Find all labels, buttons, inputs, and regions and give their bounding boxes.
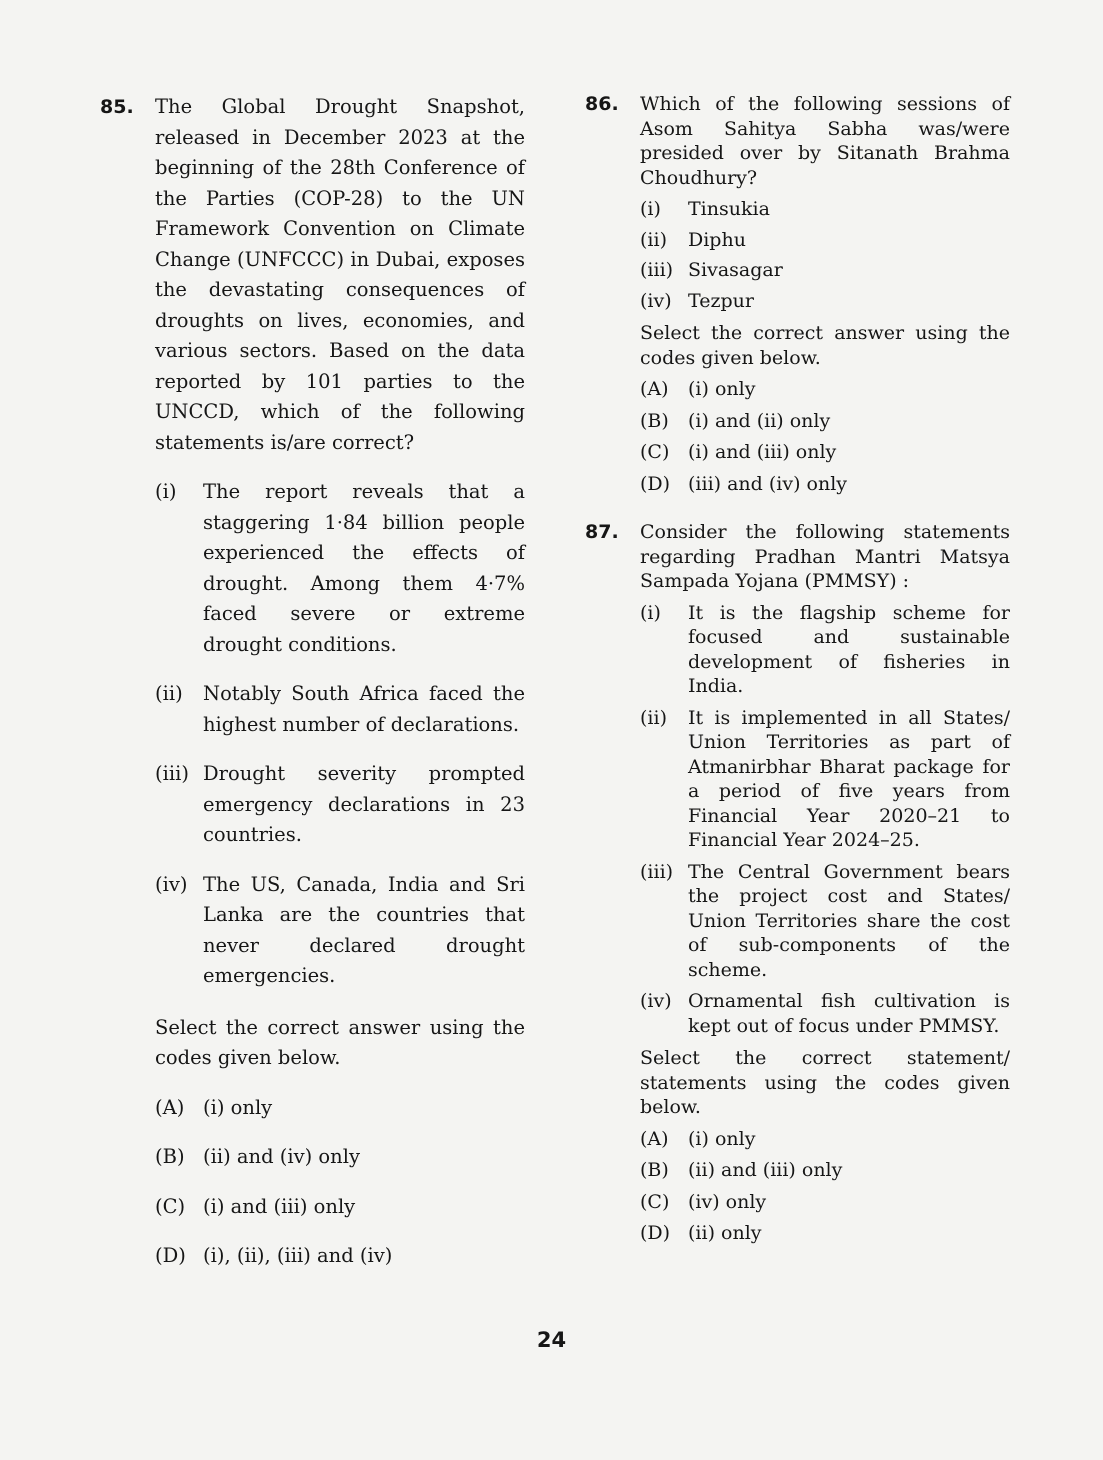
statement-iv [640, 289, 1010, 314]
option-text: (i) and (iii) only [203, 1194, 356, 1218]
option-b[interactable] [155, 1142, 525, 1173]
option-marker: (C) [155, 1194, 186, 1218]
answer-instruction: Select the correct answer using the codes given below. [155, 1015, 525, 1069]
option-a[interactable] [640, 377, 1010, 402]
right-column [585, 92, 1010, 1246]
option-marker: (B) [155, 1145, 185, 1168]
option-a[interactable] [155, 1093, 525, 1124]
statement-i [155, 477, 525, 660]
option-marker: (D) [640, 1222, 671, 1244]
question-stem: The Global Drought Snapshot, released in December 2023 at the beginning of the 28th Conference of the Parties (COP-28) to the UN Framework Convention on Climate Change (UNFCCC) in Dubai, exposes the devastating consequences of droughts on lives, economies, and various sectors. Based on the data reported by 101 parties to the UNCCD, which of the following statements is/are correct? [155, 95, 525, 454]
statement-text: The Central Government bears the project cost and States/ Union Territories share the cost of sub-components of the scheme. [688, 860, 1010, 981]
answer-instruction: Select the correct answer using the codes given below. [640, 322, 1010, 369]
option-marker: (A) [640, 378, 669, 400]
statement-iii [155, 759, 525, 851]
statement-marker: (iv) [640, 990, 672, 1012]
statement-iv [640, 989, 1010, 1038]
statement-marker: (ii) [640, 706, 667, 729]
option-text: (iii) and (iv) only [688, 472, 848, 495]
statement-text: Sivasagar [688, 259, 783, 281]
statement-list [640, 197, 1010, 313]
statement-marker: (iii) [640, 259, 674, 281]
left-column [100, 92, 525, 1272]
statement-list [155, 477, 525, 992]
question-number: 87. [585, 521, 619, 543]
option-text: (i) only [203, 1095, 273, 1119]
question-number: 86. [585, 93, 619, 115]
option-list [640, 1127, 1010, 1246]
statement-list [640, 601, 1010, 1039]
statement-text: Tinsukia [688, 198, 770, 220]
option-marker: (D) [155, 1244, 186, 1267]
option-b[interactable] [640, 409, 1010, 434]
statement-text: Notably South Africa faced the highest number of declarations. [203, 682, 525, 736]
option-text: (i) and (iii) only [688, 441, 837, 463]
question-stem: Which of the following sessions of Asom Sahitya Sabha was/were presided over by Sitanath Brahma Choudhury? [640, 93, 1010, 189]
option-marker: (B) [640, 1159, 669, 1181]
statement-marker: (iv) [155, 872, 188, 896]
statement-i [640, 601, 1010, 699]
option-c[interactable] [640, 440, 1010, 465]
option-d[interactable] [640, 472, 1010, 497]
statement-ii [155, 679, 525, 740]
option-text: (ii) only [688, 1222, 762, 1244]
option-d[interactable] [640, 1221, 1010, 1246]
page-number: 24 [536, 1328, 567, 1352]
option-text: (iv) only [688, 1190, 767, 1213]
option-b[interactable] [640, 1158, 1010, 1183]
statement-text: It is implemented in all States/ Union Territories as part of Atmanirbhar Bharat package for a period of five years from Financial Year 2020–21 to Financial Year 2024–25. [688, 706, 1010, 851]
option-list [155, 1093, 525, 1272]
statement-marker: (i) [640, 601, 661, 624]
statement-text: It is the flagship scheme for focused and sustainable development of fisheries in India. [688, 601, 1010, 697]
statement-text: Ornamental fish cultivation is kept out of focus under PMMSY. [688, 990, 1010, 1037]
option-text: (i), (ii), (iii) and (iv) [203, 1244, 393, 1267]
statement-text: The US, Canada, India and Sri Lanka are the countries that never declared drought emergencies. [203, 872, 525, 987]
option-text: (i) only [688, 1127, 756, 1150]
statement-text: The report reveals that a staggering 1·84 billion people experienced the effects of drought. Among them 4·7% faced severe or extreme drought conditions. [203, 480, 525, 656]
option-list [640, 377, 1010, 496]
question-stem: Consider the following statements regarding Pradhan Mantri Matsya Sampada Yojana (PMMSY) : [640, 521, 1010, 592]
option-marker: (C) [640, 441, 670, 463]
statement-marker: (iv) [640, 289, 672, 312]
statement-marker: (i) [155, 480, 177, 503]
option-text: (i) and (ii) only [688, 409, 831, 432]
statement-text: Diphu [688, 228, 746, 251]
option-marker: (C) [640, 1190, 670, 1213]
question-number: 85. [100, 96, 134, 118]
statement-iv [155, 870, 525, 992]
question-86 [585, 92, 1010, 496]
statement-i [640, 197, 1010, 222]
option-marker: (B) [640, 409, 669, 432]
option-text: (i) only [688, 378, 756, 400]
option-marker: (D) [640, 472, 671, 495]
question-87 [585, 520, 1010, 1246]
option-marker: (A) [155, 1095, 185, 1119]
statement-marker: (i) [640, 198, 661, 220]
statement-iii [640, 258, 1010, 283]
answer-instruction: Select the correct statement/ statements using the codes given below. [640, 1047, 1010, 1118]
statement-ii [640, 228, 1010, 253]
statement-marker: (iii) [640, 860, 674, 883]
statement-marker: (ii) [640, 228, 667, 251]
option-a[interactable] [640, 1127, 1010, 1152]
statement-marker: (ii) [155, 682, 183, 705]
option-text: (ii) and (iii) only [688, 1159, 843, 1181]
statement-text: Tezpur [688, 289, 754, 312]
option-c[interactable] [155, 1192, 525, 1223]
option-d[interactable] [155, 1241, 525, 1272]
statement-iii [640, 860, 1010, 983]
option-marker: (A) [640, 1127, 669, 1150]
option-c[interactable] [640, 1190, 1010, 1215]
option-text: (ii) and (iv) only [203, 1145, 360, 1168]
statement-marker: (iii) [155, 762, 189, 785]
statement-ii [640, 706, 1010, 853]
question-85 [100, 92, 525, 1272]
statement-text: Drought severity prompted emergency declarations in 23 countries. [203, 762, 525, 846]
